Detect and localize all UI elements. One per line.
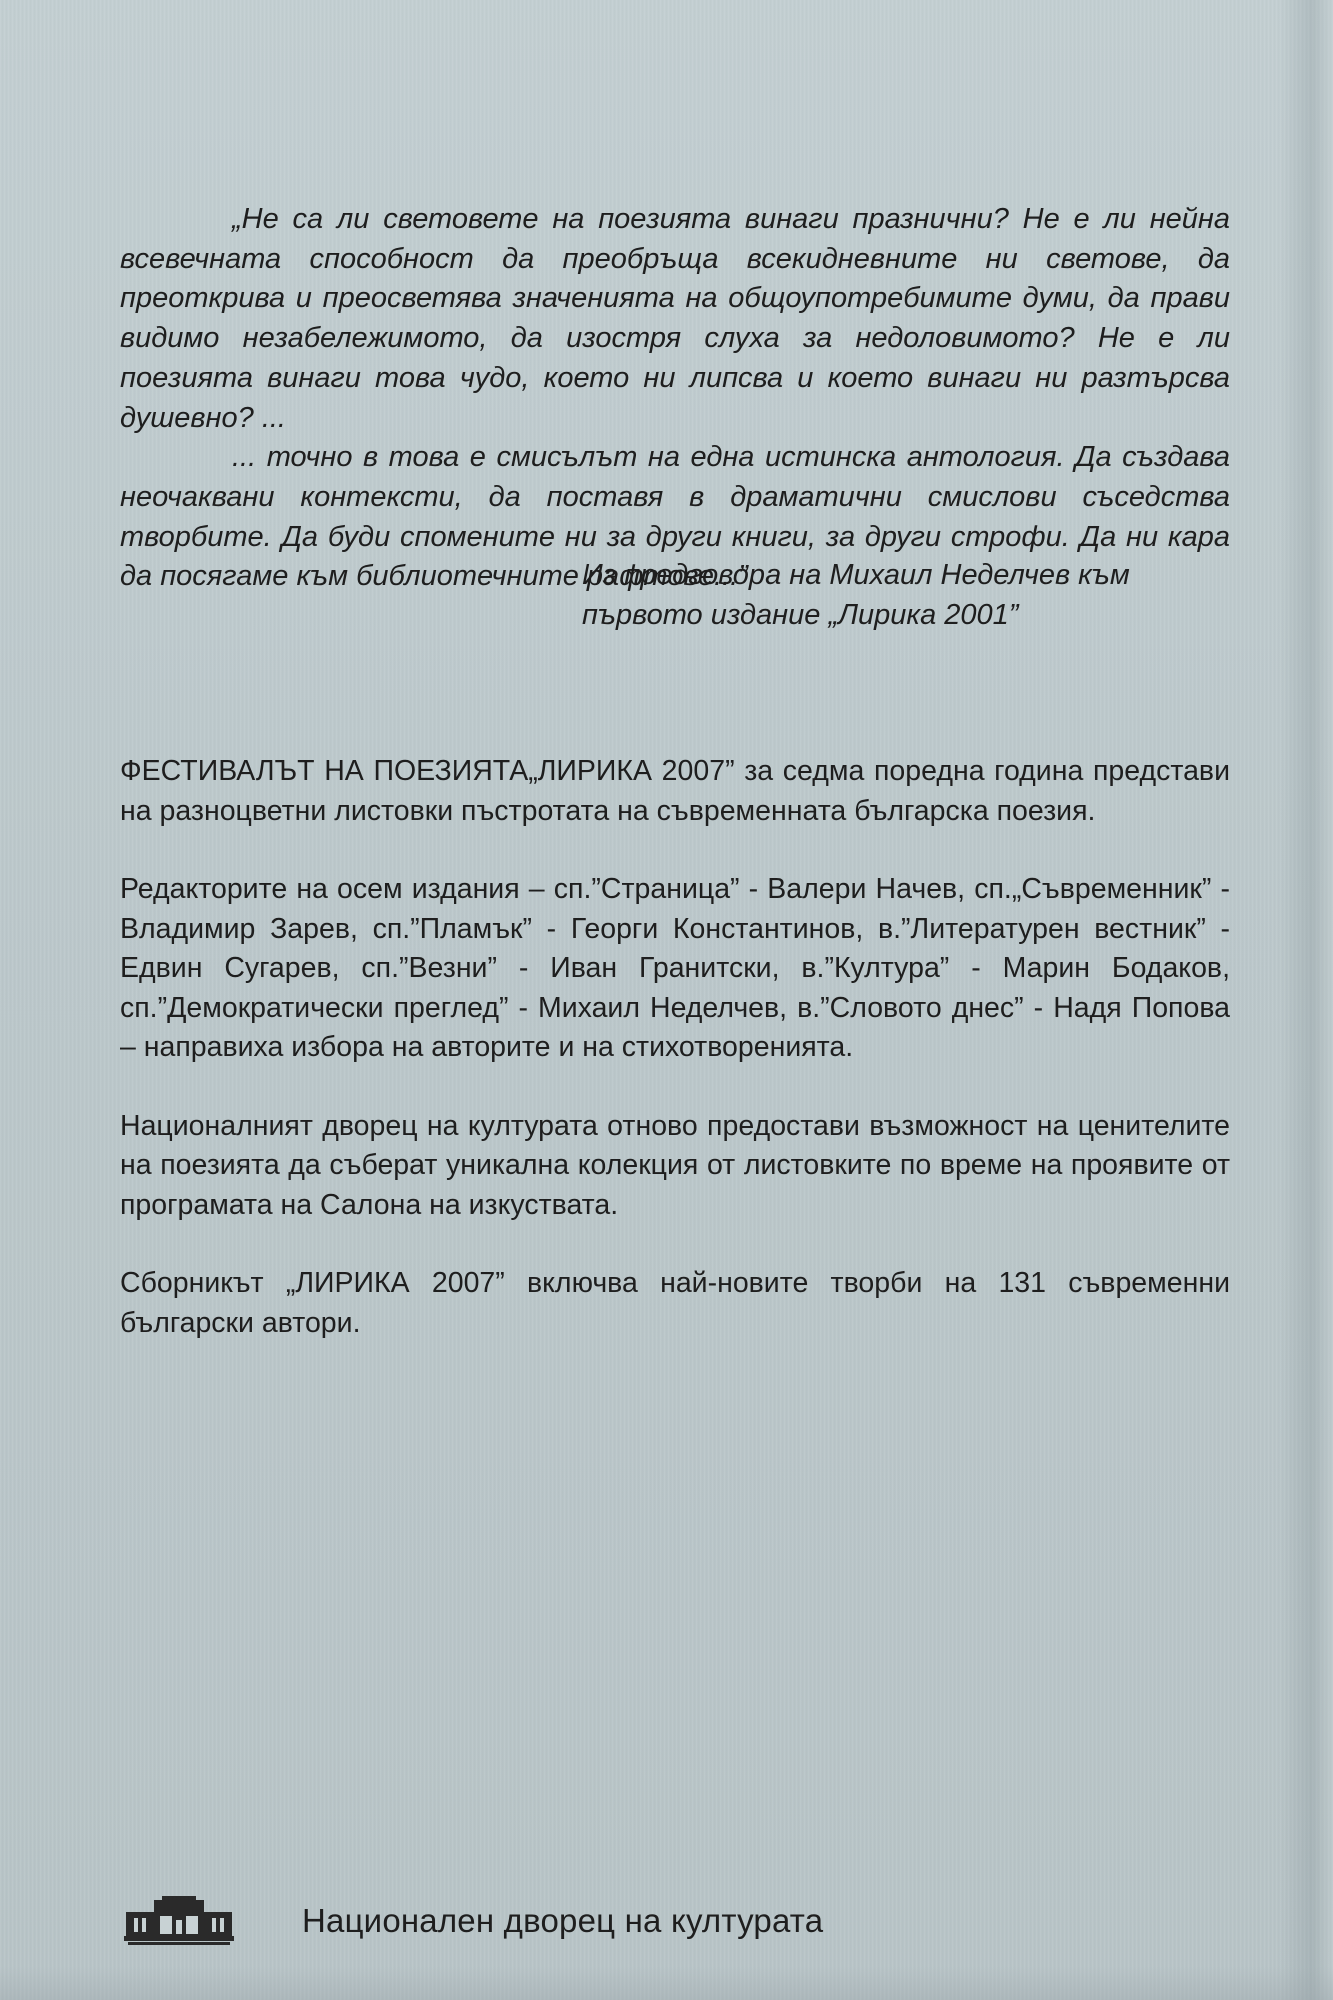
description-text — [120, 752, 1230, 1382]
quote-attribution — [582, 555, 1130, 635]
attribution-line-1: Из предговора на Михаил Неделчев към — [582, 559, 1130, 591]
description-paragraph-1: ФЕСТИВАЛЪТ НА ПОЕЗИЯТА„ЛИРИКА 2007” за седма поредна година представи на разноцветни листовки пъстротата на съвременната българска поезия. — [120, 755, 1230, 827]
description-paragraph-4: Сборникът „ЛИРИКА 2007” включва най-новите творби на 131 съвременни български автори. — [120, 1267, 1230, 1339]
quote-paragraph-1: „Не са ли световете на поезията винаги празнични? Не е ли нейна всевечната способност да преобръща всекидневните ни светове, да преоткрива и преосветява значенията на общоупотребимите думи, да прави видимо незабележимото, да изостря слуха за недоловимото? Не е ли поезията винаги това чудо, което ни липсва и което винаги ни разтърсва душевно? ... — [120, 203, 1230, 434]
page-edge-right — [1279, 0, 1333, 2000]
ndk-building-logo-icon — [124, 1896, 234, 1946]
description-paragraph-2: Редакторите на осем издания – сп.”Страница” - Валери Начев, сп.„Съвременник” - Владимир Зарев, сп.”Пламък” - Георги Константинов, в.”Литературен вестник” - Едвин Сугарев, сп.”Везни” - Иван Гранитски, в.”Култура” - Марин Бодаков, сп.”Демократически преглед” - Михаил Неделчев, в.”Словото днес” - Надя Попова – направиха избора на авторите и на стихотворенията. — [120, 873, 1230, 1063]
quote-paragraph-2: ... точно в това е смисълът на една истинска антология. Да създава неочаквани контексти, да поставя в драматични смислови съседства творбите. Да буди спомените ни за други книги, за други строфи. Да ни кара да посягаме към библиотечните рафтове...” — [120, 441, 1230, 593]
description-paragraph-3: Националният дворец на културата отново предостави възможност на ценителите на поезията да съберат уникална колекция от листовките по време на проявите от програмата на Салона на изкуствата. — [120, 1109, 1230, 1221]
publisher-footer — [124, 1896, 823, 1946]
attribution-line-2: първото издание „Лирика 2001” — [582, 599, 1019, 631]
publisher-name: Национален дворец на културата — [302, 1902, 824, 1939]
preface-quote — [120, 200, 1230, 597]
page-edge-bottom — [0, 1966, 1333, 2000]
